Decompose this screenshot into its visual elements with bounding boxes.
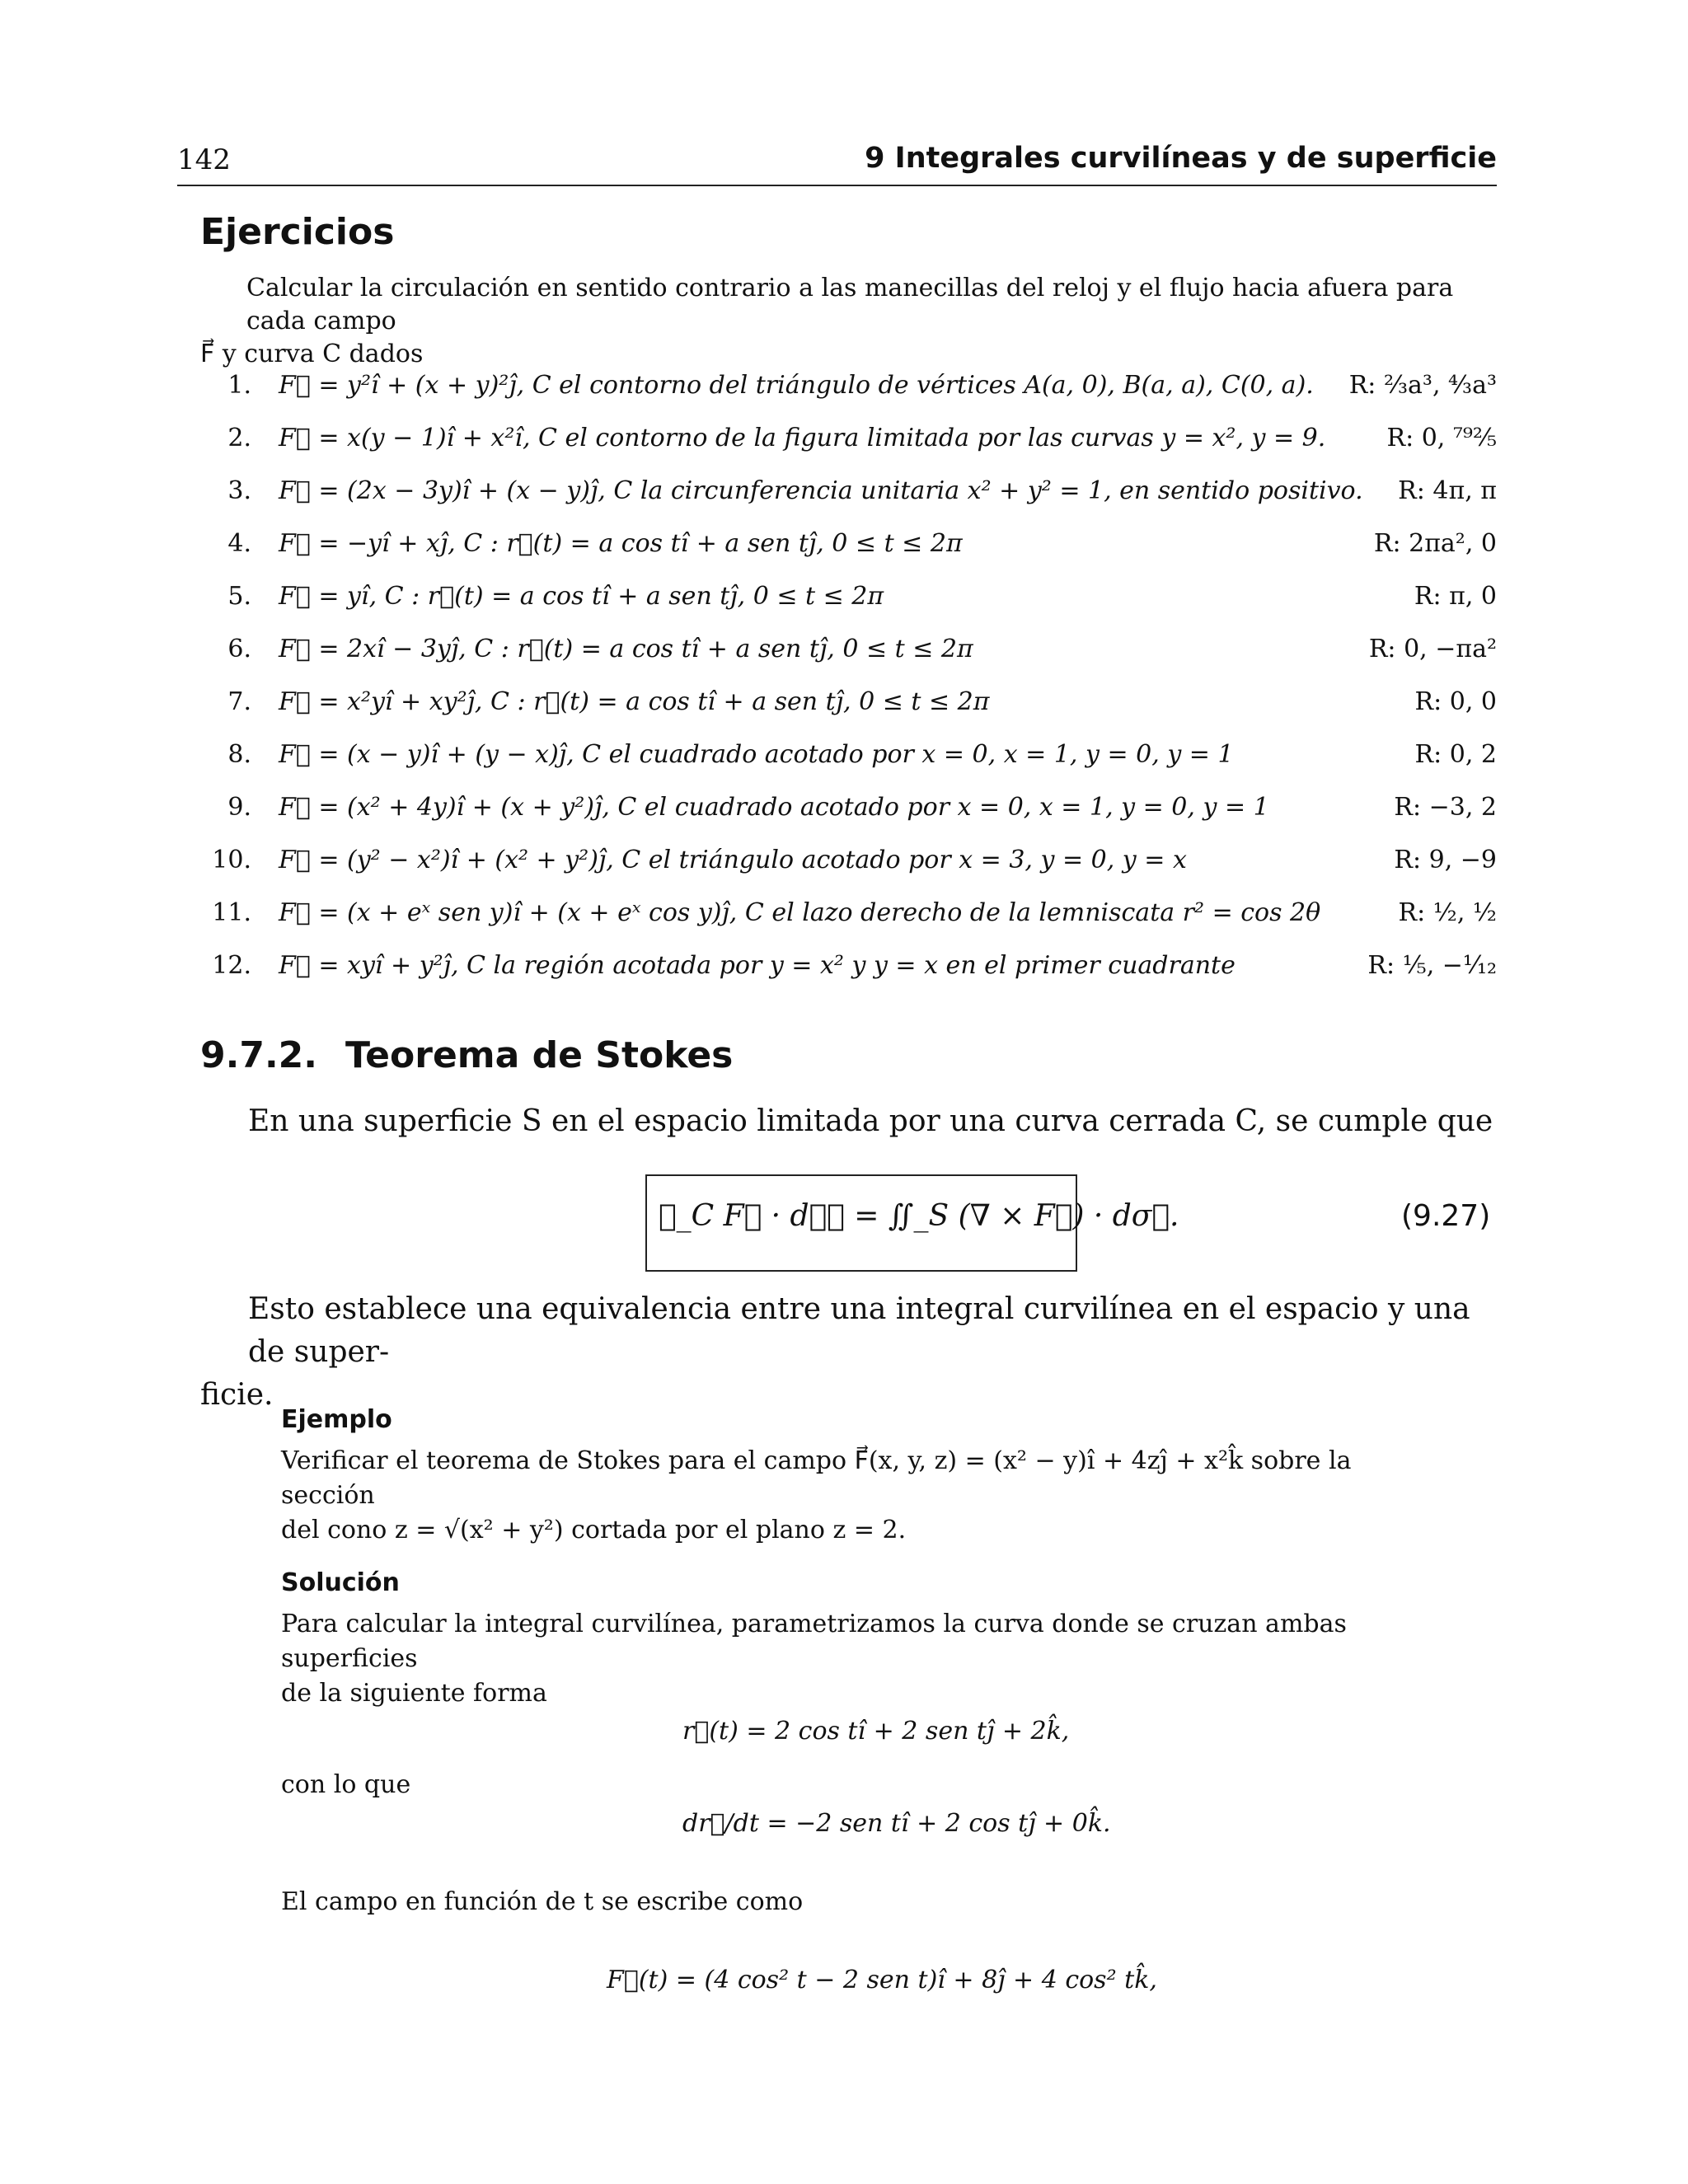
exercises-heading: Ejercicios [200, 211, 395, 253]
exercise-number: 2. [227, 424, 251, 452]
section-heading [200, 1034, 733, 1076]
stokes-formula: ∮_C F⃗ · dℓ⃗ = ∬_S (∇ × F⃗) · dσ⃗. [659, 1199, 1179, 1233]
exercise-statement: F⃗ = x(y − 1)î + x²î, C el contorno de la figura limitada por las curvas y = x², y = 9. [279, 424, 1326, 452]
exercise-item [200, 465, 1497, 518]
exercise-statement: F⃗ = (x² + 4y)î + (x + y²)ĵ, C el cuadrado acotado por x = 0, x = 1, y = 0, y = 1 [279, 793, 1269, 822]
exercise-item [200, 887, 1497, 940]
exercise-answer: R: 4π, π [1398, 476, 1497, 505]
exercise-item [200, 834, 1497, 887]
stokes-formula-box [645, 1174, 1179, 1272]
solution-text [281, 1607, 1451, 1711]
equivalence-paragraph [200, 1288, 1497, 1417]
exercise-statement: F⃗ = (x − y)î + (y − x)ĵ, C el cuadrado acotado por x = 0, x = 1, y = 0, y = 1 [279, 740, 1234, 769]
exercise-item [200, 940, 1497, 992]
exercise-statement: F⃗ = x²yî + xy²ĵ, C : r⃗(t) = a cos tî + a sen tĵ, 0 ≤ t ≤ 2π [279, 687, 990, 716]
solution-title: Solución [281, 1568, 400, 1597]
solution-line-1: Para calcular la integral curvilínea, parametrizamos la curva donde se cruzan ambas superficies [281, 1610, 1347, 1673]
exercise-answer: R: 0, −πa² [1368, 635, 1497, 663]
exercise-number: 5. [227, 582, 251, 611]
equation-f-of-t: F⃗(t) = (4 cos² t − 2 sen t)î + 8ĵ + 4 cos² tk̂, [607, 1966, 1157, 1994]
exercise-statement: F⃗ = (y² − x²)î + (x² + y²)ĵ, C el triángulo acotado por x = 3, y = 0, y = x [279, 846, 1187, 874]
equivalence-line-1: Esto establece una equivalencia entre una integral curvilínea en el espacio y una de super- [248, 1292, 1470, 1369]
exercise-number: 11. [212, 898, 251, 927]
exercise-answer: R: ½, ½ [1398, 898, 1497, 927]
exercise-number: 8. [227, 740, 251, 769]
exercise-number: 10. [212, 846, 251, 874]
intro-line-2: F⃗ y curva C dados [200, 340, 424, 368]
equation-number: (9.27) [1401, 1199, 1491, 1233]
exercise-statement: F⃗ = y²î + (x + y)²ĵ, C el contorno del triángulo de vértices A(a, 0), B(a, a), C(0, a). [279, 371, 1314, 400]
example-title: Ejemplo [281, 1405, 392, 1434]
example-text [281, 1444, 1451, 1548]
exercise-number: 4. [227, 529, 251, 558]
exercise-item [200, 623, 1497, 676]
exercise-number: 6. [227, 635, 251, 663]
equation-r-of-t: r⃗(t) = 2 cos tî + 2 sen tĵ + 2k̂, [682, 1717, 1070, 1746]
exercise-number: 7. [227, 687, 251, 716]
exercise-statement: F⃗ = 2xî − 3yĵ, C : r⃗(t) = a cos tî + a sen tĵ, 0 ≤ t ≤ 2π [279, 635, 973, 663]
section-number: 9.7.2. [200, 1034, 317, 1076]
exercise-item [200, 676, 1497, 729]
example-line-2: del cono z = √(x² + y²) cortada por el plano z = 2. [281, 1516, 907, 1544]
exercise-item [200, 781, 1497, 834]
exercise-answer: R: −3, 2 [1394, 793, 1497, 822]
exercise-item [200, 412, 1497, 465]
exercises-intro [200, 272, 1497, 371]
exercise-answer: R: 0, 0 [1414, 687, 1497, 716]
exercise-statement: F⃗ = (2x − 3y)î + (x − y)ĵ, C la circunferencia unitaria x² + y² = 1, en sentido positivo. [279, 476, 1363, 505]
exercise-answer: R: 9, −9 [1394, 846, 1497, 874]
exercise-answer: R: 0, ⁷⁹²⁄₅ [1386, 424, 1497, 452]
exercise-number: 9. [227, 793, 251, 822]
exercise-statement: F⃗ = yî, C : r⃗(t) = a cos tî + a sen tĵ, 0 ≤ t ≤ 2π [279, 582, 884, 611]
exercise-list [200, 359, 1497, 992]
equivalence-line-2: ficie. [200, 1378, 274, 1412]
running-head [177, 138, 1497, 186]
section-title: Teorema de Stokes [345, 1034, 734, 1076]
exercise-number: 12. [212, 951, 251, 980]
exercise-number: 1. [227, 371, 251, 400]
exercise-statement: F⃗ = xyî + y²ĵ, C la región acotada por y = x² y y = x en el primer cuadrante [279, 951, 1236, 980]
exercise-statement: F⃗ = −yî + xĵ, C : r⃗(t) = a cos tî + a sen tĵ, 0 ≤ t ≤ 2π [279, 529, 963, 558]
intro-line-1: Calcular la circulación en sentido contrario a las manecillas del reloj y el flujo hacia afuera para cada campo [246, 274, 1454, 335]
equation-dr-dt: dr⃗/dt = −2 sen tî + 2 cos tĵ + 0k̂. [682, 1809, 1111, 1838]
exercise-answer: R: π, 0 [1414, 582, 1497, 611]
exercise-item [200, 518, 1497, 570]
campo-text: El campo en función de t se escribe como [281, 1887, 804, 1916]
exercise-item [200, 729, 1497, 781]
chapter-title: 9 Integrales curvilíneas y de superficie [865, 142, 1497, 175]
example-line-1: Verificar el teorema de Stokes para el campo F⃗(x, y, z) = (x² − y)î + 4zĵ + x²k̂ sobre la sección [281, 1446, 1352, 1510]
con-lo-que-text: con lo que [281, 1770, 411, 1799]
exercise-answer: R: ⅕, −¹⁄₁₂ [1367, 951, 1497, 980]
exercise-answer: R: 2πa², 0 [1373, 529, 1497, 558]
exercise-statement: F⃗ = (x + eˣ sen y)î + (x + eˣ cos y)ĵ, C el lazo derecho de la lemniscata r² = cos 2θ [279, 898, 1321, 927]
exercise-item [200, 570, 1497, 623]
exercise-answer: R: 0, 2 [1414, 740, 1497, 769]
stokes-intro: En una superficie S en el espacio limitada por una curva cerrada C, se cumple que [248, 1104, 1493, 1138]
exercise-number: 3. [227, 476, 251, 505]
exercise-answer: R: ⅔a³, ⁴⁄₃a³ [1348, 371, 1497, 400]
exercise-item [200, 359, 1497, 412]
solution-line-2: de la siguiente forma [281, 1679, 547, 1708]
page-number: 142 [177, 143, 231, 176]
